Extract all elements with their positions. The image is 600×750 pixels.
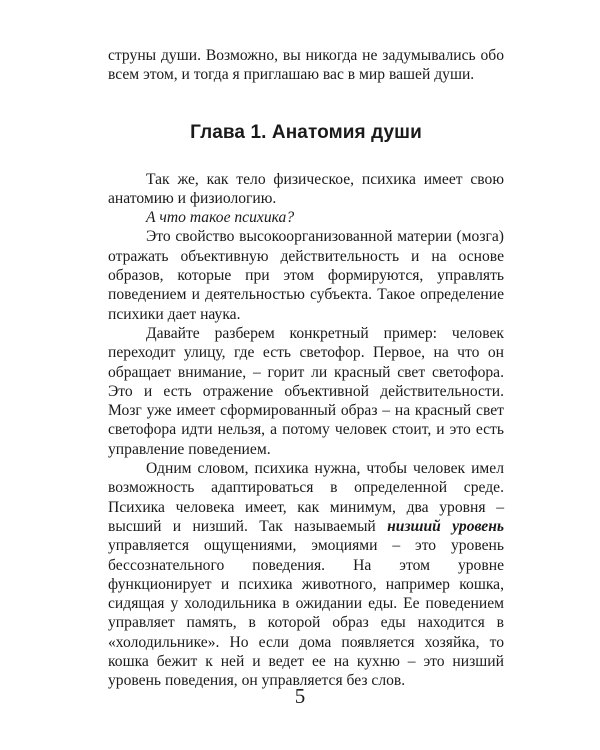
book-page: [108, 46, 504, 691]
body-paragraph-2: Это свойство высокоорганизованной материи (мозга) отражать объективную действительность и на основе образов, которые при этом формируются, управлять поведением и деятельностью субъекта. Такое определение психики дает наука.: [108, 228, 504, 323]
body-paragraph-3: Давайте разберем конкретный пример: человек переходит улицу, где есть светофор. Первое, на что он обращает внимание, – горит ли красный свет светофора. Это и есть отражение объективной действительности. Мозг уже имеет сформированный образ – на красный свет светофора идти нельзя, а потому человек стоит, и это есть управление поведением.: [108, 324, 504, 458]
question-line: А что такое психика?: [146, 209, 295, 227]
chapter-title: Глава 1. Анатомия души: [190, 121, 422, 143]
paragraph-4-text-end: управляется ощущениями, эмоциями – это уровень бессознательного поведения. На этом уровне функционирует и психика животного, например кошка, сидящая у холодильника в ожидании еды. Ее поведением управляет память, в которой образ еды находится в «холодильнике». Но если дома появляется хозяйка, то кошка бежит к ней и ведет ее на кухню – это низший уровень поведения, он управляется без слов.: [108, 537, 504, 690]
page-number: 5: [294, 684, 306, 708]
intro-paragraph: струны души. Возможно, вы никогда не задумывались обо всем этом, и тогда я приглашаю вас в мир вашей души.: [108, 47, 504, 84]
body-paragraph-4: [108, 459, 504, 691]
body-paragraph-1: Так же, как тело физическое, психика имеет свою анатомию и физиологию.: [108, 170, 504, 207]
paragraph-4-text-start: Одним словом, психика нужна, чтобы человек имел возможность адаптироваться в определенной среде. Психика человека имеет, как минимум, два уровня – высший и низший. Так называемый: [108, 460, 504, 535]
emphasized-term: низший уровень: [387, 517, 504, 535]
